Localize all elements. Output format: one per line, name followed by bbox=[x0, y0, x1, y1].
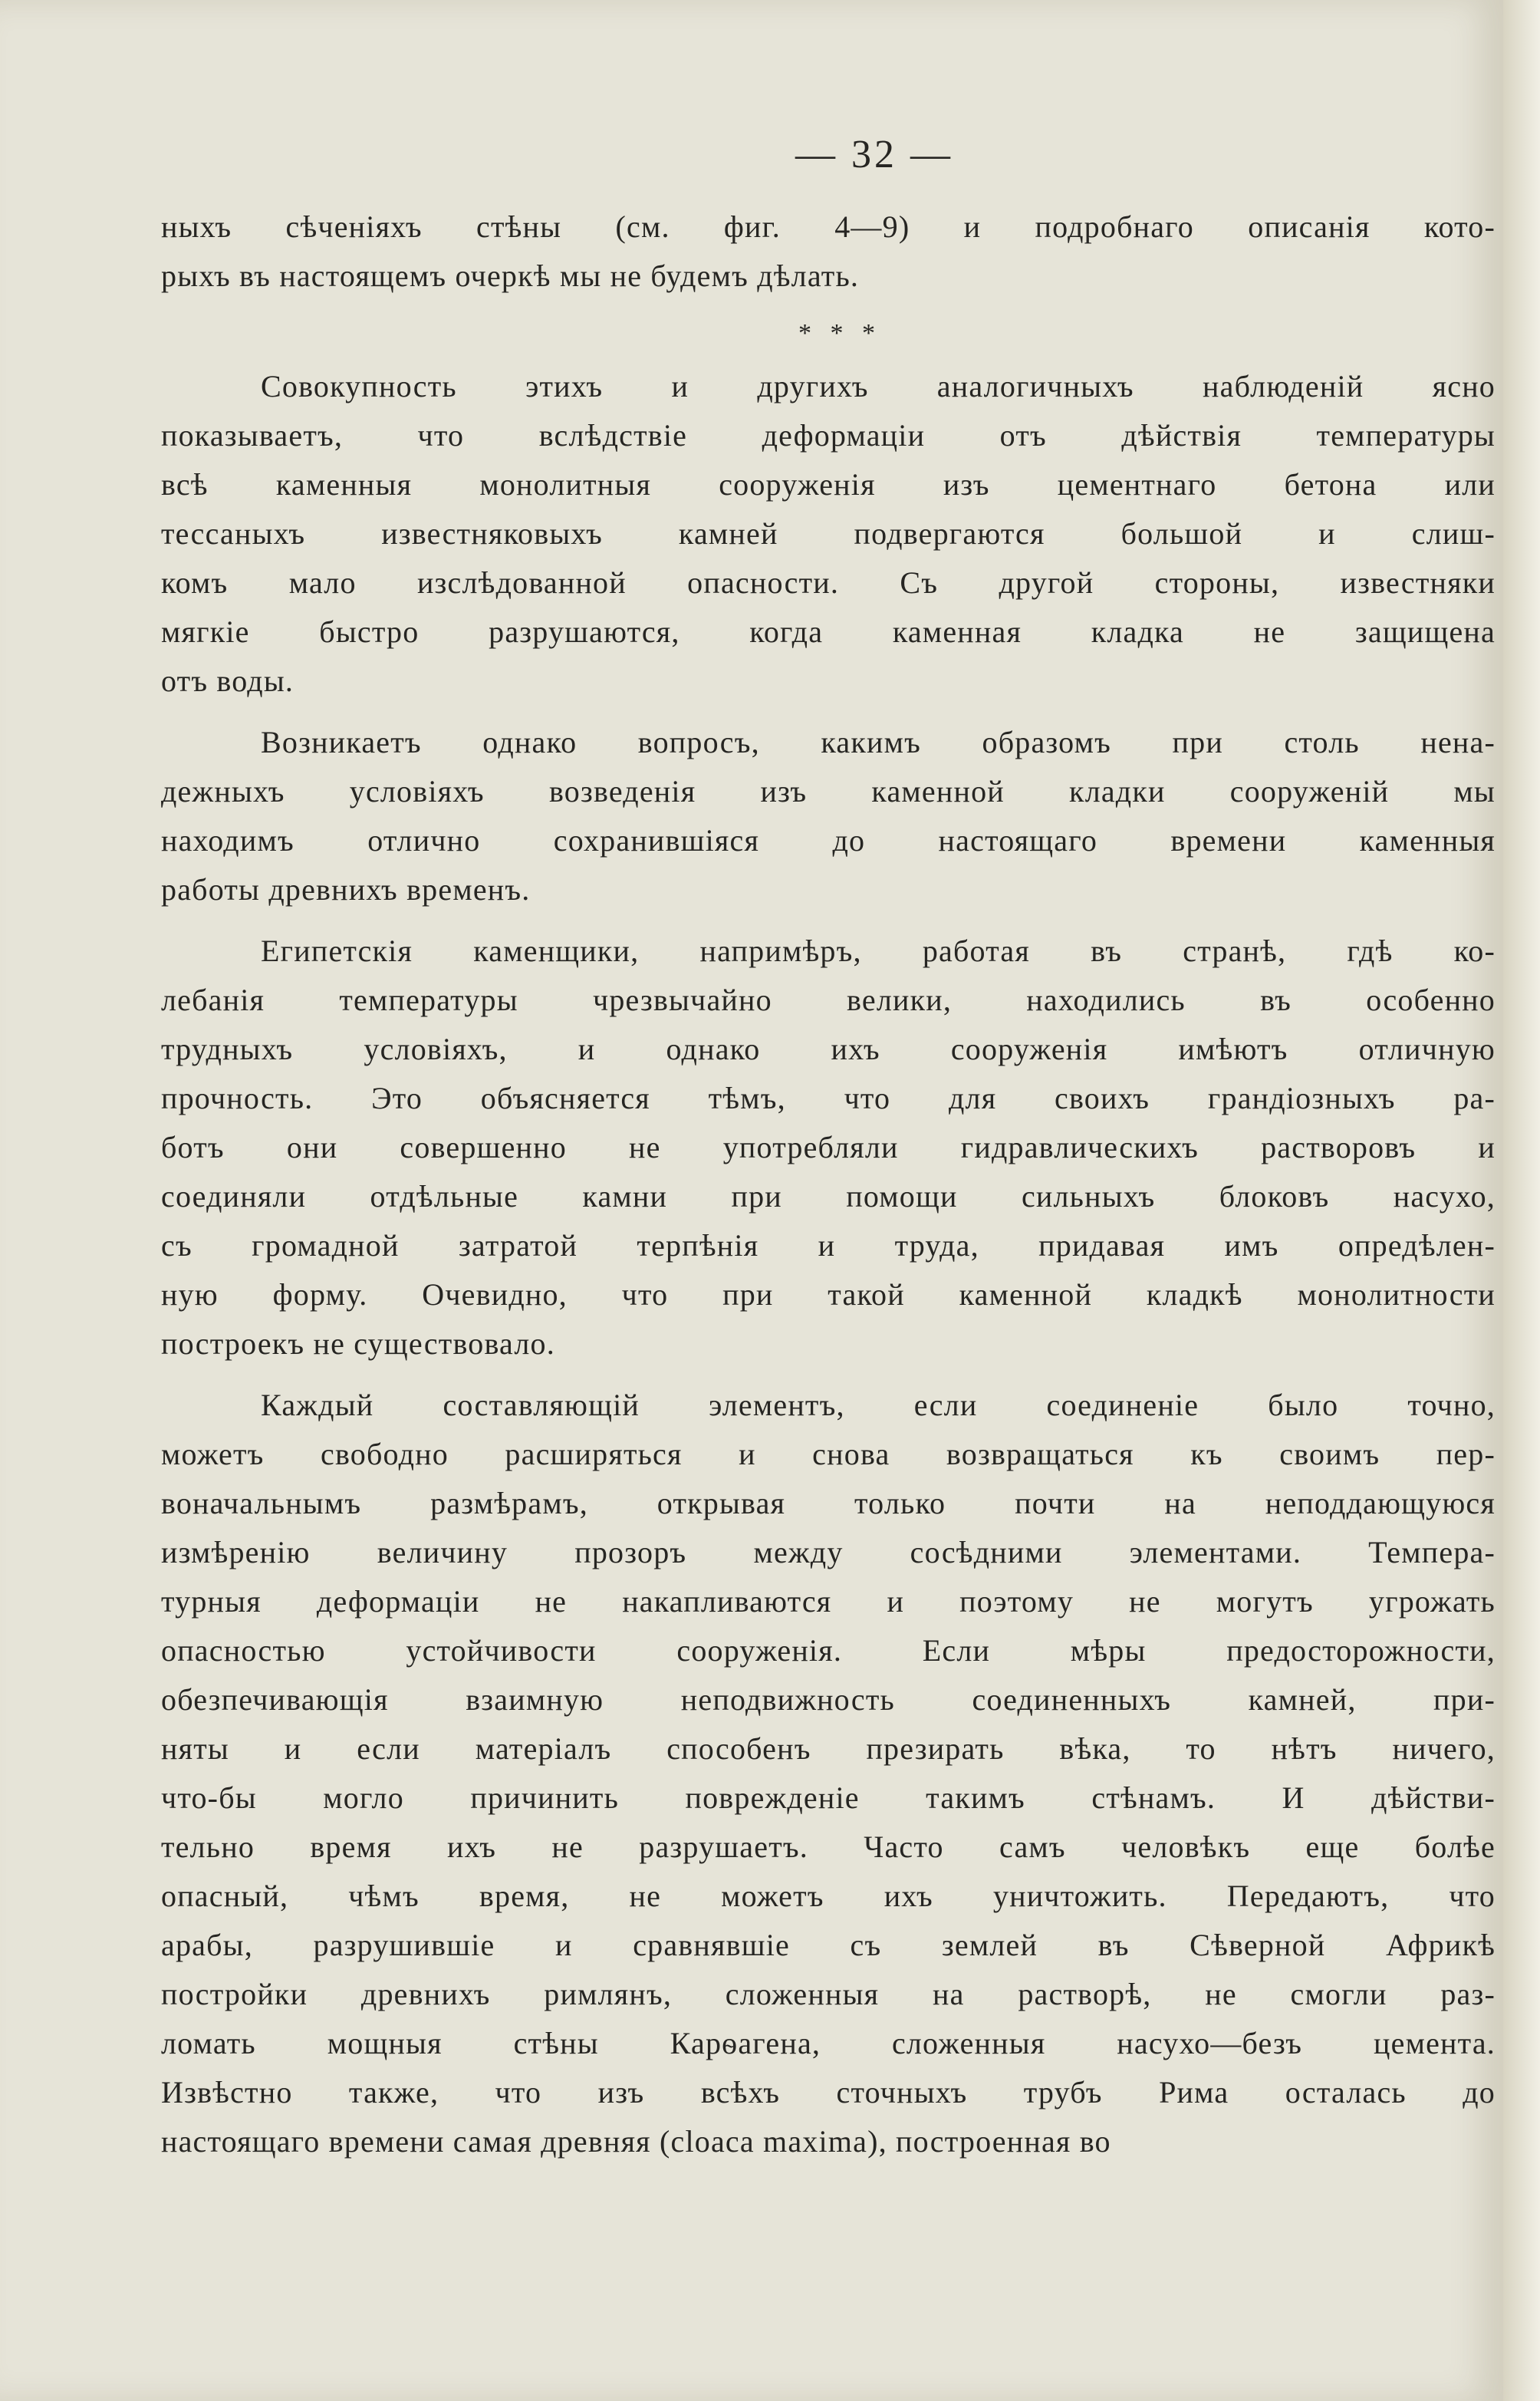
text-line: Совокупность этихъ и другихъ аналогичныхъ наблюденій ясно bbox=[261, 369, 1496, 403]
paragraph bbox=[161, 362, 1496, 706]
page-edge bbox=[1503, 0, 1540, 2401]
text-line: построекъ не существовало. bbox=[161, 1326, 555, 1361]
text-line: арабы, разрушившіе и сравнявшіе съ землей въ Сѣверной Африкѣ bbox=[161, 1928, 1496, 1962]
text-line: воначальнымъ размѣрамъ, открывая только почти на неподдающуюся bbox=[161, 1486, 1496, 1520]
text-line: мягкіе быстро разрушаются, когда каменная кладка не защищена bbox=[161, 614, 1496, 649]
section-separator: * * * bbox=[798, 319, 881, 347]
paragraph bbox=[161, 718, 1496, 914]
text-line: можетъ свободно расширяться и снова возвращаться къ своимъ пер- bbox=[161, 1437, 1496, 1471]
text-line: няты и если матеріалъ способенъ презирать вѣка, то нѣтъ ничего, bbox=[161, 1731, 1496, 1766]
text-line: ныхъ сѣченіяхъ стѣны (см. фиг. 4—9) и подробнаго описанія кото- bbox=[161, 209, 1496, 244]
text-line: Извѣстно также, что изъ всѣхъ сточныхъ трубъ Рима осталась до bbox=[161, 2075, 1496, 2110]
text-line: работы древнихъ временъ. bbox=[161, 872, 531, 907]
paragraph bbox=[161, 203, 1496, 301]
text-line: лебанія температуры чрезвычайно велики, находились въ особенно bbox=[161, 983, 1496, 1017]
text-line: ную форму. Очевидно, что при такой каменной кладкѣ монолитности bbox=[161, 1277, 1496, 1312]
text-line: комъ мало изслѣдованной опасности. Съ другой стороны, известняки bbox=[161, 565, 1496, 600]
text-line: ломать мощныя стѣны Карѳагена, сложенныя насухо—безъ цемента. bbox=[161, 2026, 1496, 2060]
text-line: Египетскія каменщики, напримѣръ, работая въ странѣ, гдѣ ко- bbox=[261, 934, 1496, 968]
text-line: постройки древнихъ римлянъ, сложенныя на растворѣ, не смогли раз- bbox=[161, 1977, 1496, 2011]
text-line: съ громадной затратой терпѣнія и труда, придавая имъ опредѣлен- bbox=[161, 1228, 1496, 1263]
text-line: настоящаго времени самая древняя (cloaca maxima), построенная во bbox=[161, 2124, 1111, 2159]
text-line: опасный, чѣмъ время, не можетъ ихъ уничтожить. Передаютъ, что bbox=[161, 1879, 1496, 1913]
page-content bbox=[161, 203, 1496, 2166]
text-line: соединяли отдѣльные камни при помощи сильныхъ блоковъ насухо, bbox=[161, 1179, 1496, 1214]
text-line: находимъ отлично сохранившіяся до настоящаго времени каменныя bbox=[161, 823, 1496, 858]
text-line: турныя деформаціи не накапливаются и поэтому не могутъ угрожать bbox=[161, 1584, 1496, 1619]
text-line: обезпечивающія взаимную неподвижность соединенныхъ камней, при- bbox=[161, 1682, 1496, 1717]
text-line: ботъ они совершенно не употребляли гидравлическихъ растворовъ и bbox=[161, 1130, 1496, 1164]
text-line: Возникаетъ однако вопросъ, какимъ образомъ при столь нена- bbox=[261, 725, 1496, 759]
text-line: трудныхъ условіяхъ, и однако ихъ сооруженія имѣютъ отличную bbox=[161, 1032, 1496, 1066]
page-number: — 32 — bbox=[795, 133, 953, 176]
text-line: рыхъ въ настоящемъ очеркѣ мы не будемъ дѣлать. bbox=[161, 259, 860, 293]
paragraph bbox=[161, 1381, 1496, 2166]
text-line: тельно время ихъ не разрушаетъ. Часто самъ человѣкъ еще болѣе bbox=[161, 1830, 1496, 1864]
text-line: что-бы могло причинить поврежденіе такимъ стѣнамъ. И дѣйстви- bbox=[161, 1780, 1496, 1815]
paragraph bbox=[161, 927, 1496, 1368]
text-line: показываетъ, что вслѣдствіе деформаціи отъ дѣйствія температуры bbox=[161, 418, 1496, 453]
text-line: тессаныхъ известняковыхъ камней подвергаются большой и слиш- bbox=[161, 516, 1496, 551]
text-line: отъ воды. bbox=[161, 664, 295, 698]
text-line: всѣ каменныя монолитныя сооруженія изъ цементнаго бетона или bbox=[161, 467, 1496, 502]
text-line: Каждый составляющій элементъ, если соединеніе было точно, bbox=[261, 1388, 1496, 1422]
text-line: опасностью устойчивости сооруженія. Если мѣры предосторожности, bbox=[161, 1633, 1496, 1668]
text-line: прочность. Это объясняется тѣмъ, что для своихъ грандіозныхъ ра- bbox=[161, 1081, 1496, 1115]
text-line: измѣренію величину прозоръ между сосѣдними элементами. Темпера- bbox=[161, 1535, 1496, 1569]
text-line: дежныхъ условіяхъ возведенія изъ каменной кладки сооруженій мы bbox=[161, 774, 1496, 809]
page-text bbox=[161, 130, 1496, 2179]
